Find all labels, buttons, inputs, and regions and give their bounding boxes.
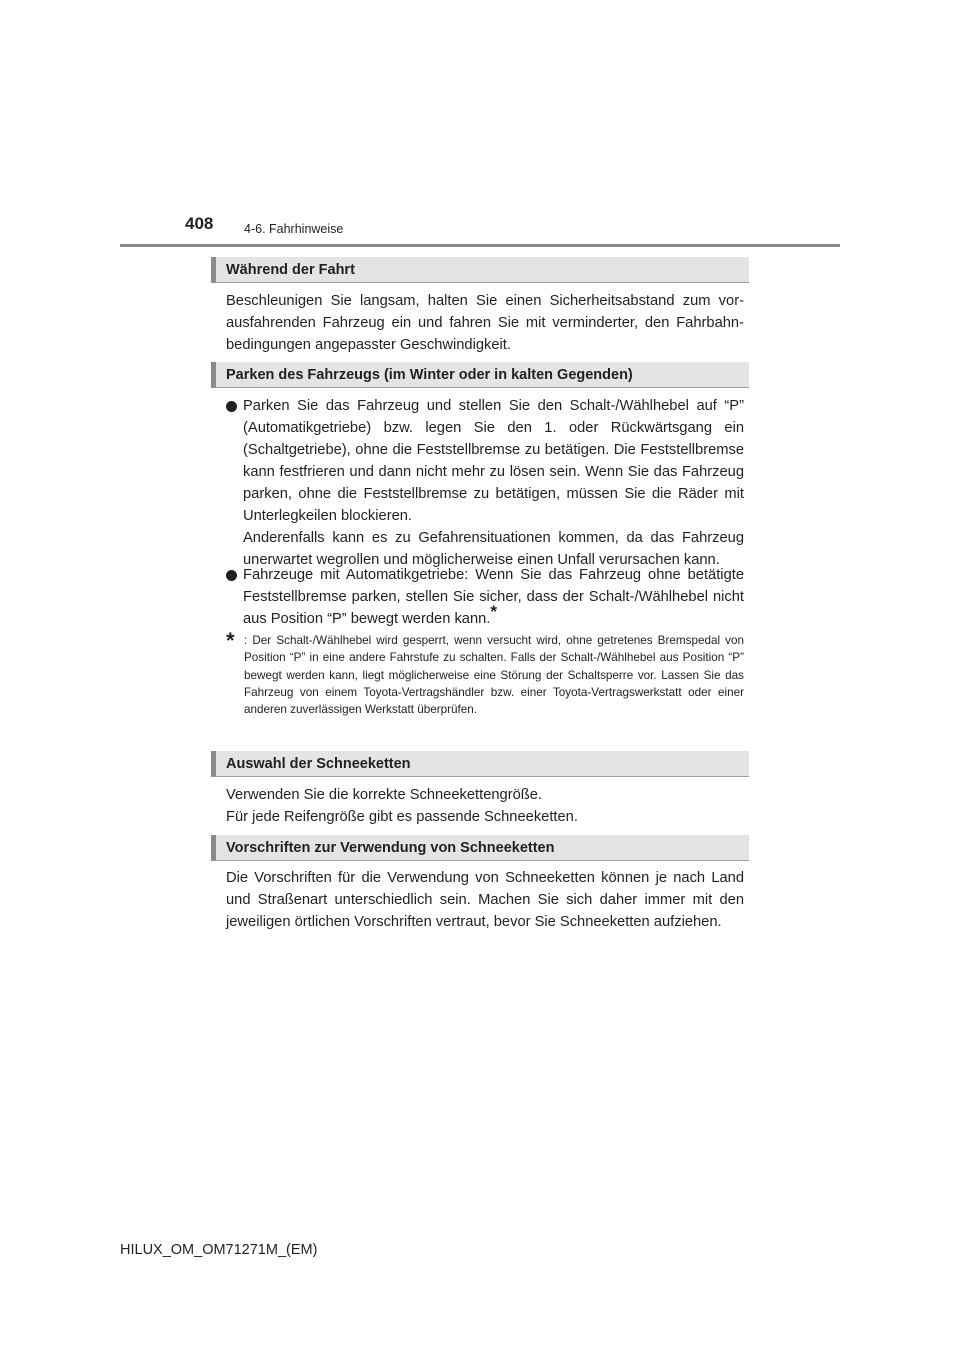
footnote [226, 628, 744, 718]
bullet-1-paragraph: Parken Sie das Fahrzeug und stellen Sie den Schalt-/Wählhebel auf “P” (Automatikgetriebe) bzw. legen Sie den 1. oder Rückwärtsgang ein (Schaltgetriebe), ohne die Feststellbremse zu betätigen. Die Feststellbremse kann festfrieren und dann nicht mehr zu lösen sein. Wenn Sie das Fahrzeug parken, ohne die Feststellbremse zu betätigen, müssen Sie die Räder mit Unterlegkeilen blockieren. [243, 398, 744, 524]
bullet-icon [226, 570, 237, 581]
page-number: 408 [185, 214, 214, 233]
heading-chain-regulations [211, 835, 749, 861]
footnote-mark: * [226, 628, 235, 653]
heading-driving-text: Während der Fahrt [226, 262, 355, 278]
bullet-2-paragraph: Fahrzeuge mit Automatikgetriebe: Wenn Sie das Fahrzeug ohne betätigte Feststellbremse parken, stellen Sie sicher, dass der Schalt-/Wählhebel nicht aus Position “P” bewegt werden kann. [243, 567, 744, 627]
heading-driving [211, 257, 749, 283]
bullet-icon [226, 401, 237, 412]
section-label: 4-6. Fahrhinweise [244, 222, 344, 236]
snow-chains-line-1: Verwenden Sie die korrekte Schneekettengröße. [226, 787, 542, 803]
parking-bullet-1 [226, 395, 744, 571]
driving-paragraph: Beschleunigen Sie langsam, halten Sie einen Sicherheitsabstand zum vorausfahrenden Fahrzeug ein und fahren Sie mit verminderter, den Fahrbahnbedingungen angepasster Geschwindigkeit. [226, 293, 744, 353]
watermark: carmanualsonline.info [797, 1329, 950, 1346]
footnote-text: : Der Schalt-/Wählhebel wird gesperrt, wenn versucht wird, ohne getretenes Bremspedal von Position “P” in eine andere Fahrstufe zu schalten. Falls der Schalt-/Wählhebel aus Position “P” bewegt werden kann, liegt möglicherweise eine Störung der Schaltsperre vor. Lassen Sie das Fahrzeug von einem Toyota-Vertragshändler bzw. einer Toyota-Vertragswerkstatt oder einer anderen zuverlässigen Werkstatt überprüfen. [244, 634, 744, 717]
parking-bullet-2 [226, 564, 744, 630]
heading-parking-text: Parken des Fahrzeugs (im Winter oder in kalten Gegenden) [226, 367, 633, 383]
bullet-text [243, 564, 744, 630]
header-rule [120, 244, 840, 247]
snow-chains-line-2: Für jede Reifengröße gibt es passende Schneeketten. [226, 809, 578, 825]
footer-code: HILUX_OM_OM71271M_(EM) [120, 1242, 318, 1258]
heading-snow-chains [211, 751, 749, 777]
asterisk-marker: * [490, 602, 498, 621]
bullet-1-paragraph-2: Anderenfalls kann es zu Gefahrensituationen kommen, da das Fahrzeug unerwartet wegrollen und möglicherweise einen Unfall verursachen kann. [243, 530, 744, 568]
heading-chain-regulations-text: Vorschriften zur Verwendung von Schneeketten [226, 840, 555, 856]
heading-parking [211, 362, 749, 388]
heading-snow-chains-text: Auswahl der Schneeketten [226, 756, 411, 772]
chain-regulations-paragraph: Die Vorschriften für die Verwendung von Schneeketten können je nach Land und Straßenart unterschiedlich sein. Machen Sie sich daher immer mit den jeweiligen örtlichen Vorschriften vertraut, bevor Sie Schneeketten aufziehen. [226, 870, 744, 930]
bullet-text [243, 395, 744, 571]
